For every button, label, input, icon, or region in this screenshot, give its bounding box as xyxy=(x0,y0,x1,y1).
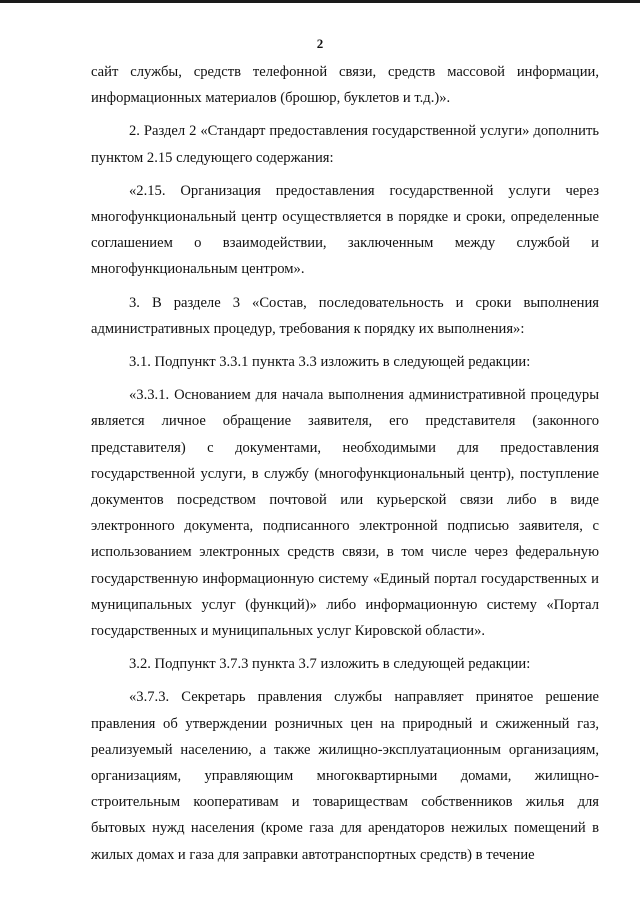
page-number: 2 xyxy=(316,36,324,51)
paragraph-quote-2-15: «2.15. Организация предоставления государственной услуги через многофункциональный центр осуществляется в порядке и сроки, определенные соглашением о взаимодействии, заключенным между службой и многофункциональным центром». xyxy=(91,182,599,278)
paragraph-quote-3-3-1: «3.3.1. Основанием для начала выполнения административной процедуры является личное обращение заявителя, его представителя (законного представителя) с документами, необходимыми для предоставления государственной услуги, в службу (многофункциональный центр), поступление документов посредством почтовой или курьерской связи либо в виде электронного документа, подписанного электронной подписью заявителя, с использованием электронных средств связи, в том числе через федеральную государственную информационную систему «Единый портал государственных и муниципальных услуг (функций)» либо информационную систему «Портал государственных и муниципальных услуг Кировской области». xyxy=(91,387,599,640)
document-body xyxy=(91,59,599,875)
paragraph-item-3-1: 3.1. Подпункт 3.3.1 пункта 3.3 изложить в следующей редакции: xyxy=(129,354,531,371)
paragraph-item-3: 3. В разделе 3 «Состав, последовательность и сроки выполнения административных процедур, требования к порядку их выполнения»: xyxy=(91,294,599,337)
paragraph-continuation: сайт службы, средств телефонной связи, средств массовой информации, информационных материалов (брошюр, буклетов и т.д.)». xyxy=(91,64,599,107)
paragraph-item-3-2: 3.2. Подпункт 3.7.3 пункта 3.7 изложить в следующей редакции: xyxy=(129,656,531,673)
paragraph-item-2: 2. Раздел 2 «Стандарт предоставления государственной услуги» дополнить пунктом 2.15 следующего содержания: xyxy=(91,123,599,166)
top-border-line xyxy=(0,0,640,3)
paragraph-quote-3-7-3: «3.7.3. Секретарь правления службы направляет принятое решение правления об утверждении розничных цен на природный и сжиженный газ, реализуемый населению, а также жилищно-эксплуатационным организациям, организациям, управляющим многоквартирными домами, жилищно-строительным кооперативам и товариществам собственников жилья для бытовых нужд населения (кроме газа для арендаторов нежилых помещений в жилых домах и газа для заправки автотранспортных средств) в течение xyxy=(91,689,599,863)
